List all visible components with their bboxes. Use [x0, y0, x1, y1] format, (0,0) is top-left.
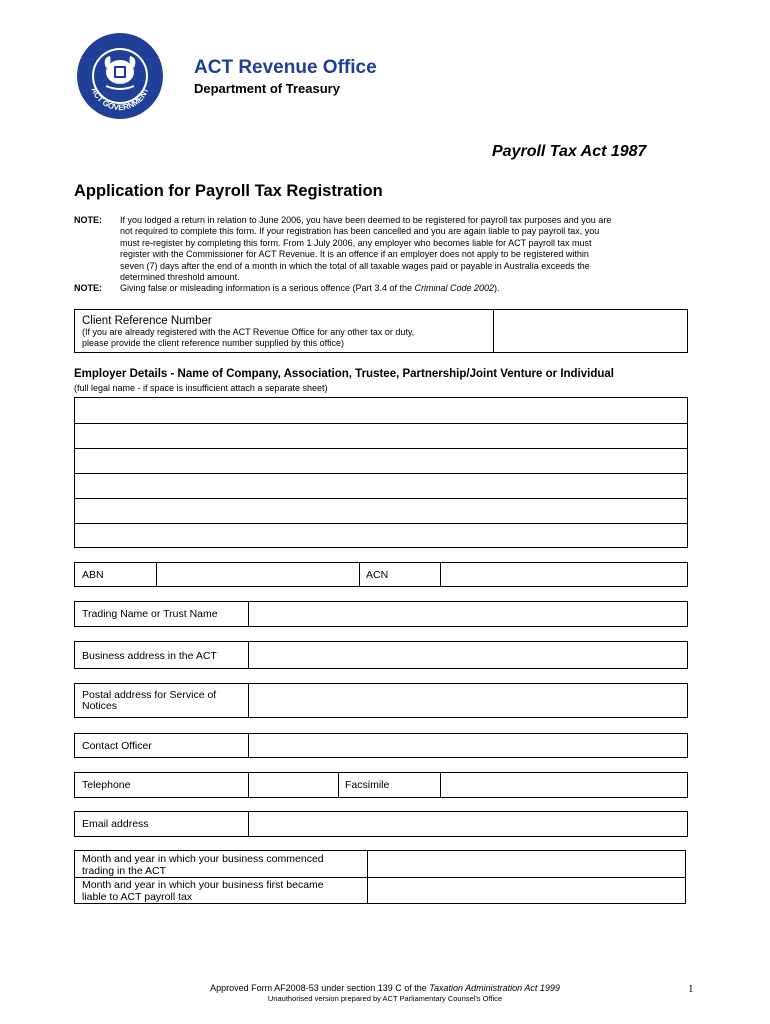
email-row [74, 811, 688, 837]
business-address-label: Business address in the ACT [82, 650, 217, 662]
trading-name-label: Trading Name or Trust Name [82, 608, 218, 620]
business-address-input[interactable] [249, 642, 687, 668]
note-line: seven (7) days after the end of a month in which the total of all taxable wages paid or payable in Australia exceeds the [120, 260, 590, 271]
acn-input[interactable] [441, 563, 687, 586]
employer-name-line[interactable] [75, 448, 687, 473]
note-label: NOTE: [74, 215, 102, 225]
contact-officer-label: Contact Officer [82, 740, 152, 752]
abn-acn-row [74, 562, 688, 587]
employer-name-box [74, 397, 688, 548]
form-title: Application for Payroll Tax Registration [74, 182, 383, 200]
postal-address-input[interactable] [249, 684, 687, 717]
employer-name-line[interactable] [75, 473, 687, 498]
contact-officer-input[interactable] [249, 734, 687, 757]
note-line: not required to complete this form. If your registration has been cancelled and you are again liable to pay payroll tax, you [120, 226, 600, 237]
contact-officer-row [74, 733, 688, 758]
org-subtitle: Department of Treasury [194, 81, 340, 96]
telephone-input[interactable] [249, 773, 338, 797]
note-text [120, 215, 687, 283]
postal-address-label: Postal address for Service of Notices [82, 689, 217, 712]
commenced-trading-label: Month and year in which your business commenced trading in the ACT [82, 853, 324, 877]
trading-name-input[interactable] [249, 602, 687, 626]
business-address-row [74, 641, 688, 669]
email-input[interactable] [249, 812, 687, 836]
page-number: 1 [688, 983, 694, 995]
crest-icon [76, 32, 164, 120]
unauthorised-version-footer: Unauthorised version prepared by ACT Parliamentary Counsel's Office [267, 994, 503, 1003]
client-reference-label: Client Reference Number [82, 315, 212, 327]
telephone-label: Telephone [82, 779, 131, 791]
telephone-fax-row [74, 772, 688, 798]
offence-note: Giving false or misleading information is a serious offence (Part 3.4 of the Criminal Code 2002). [120, 283, 500, 293]
abn-input[interactable] [157, 563, 359, 586]
abn-label: ABN [82, 569, 104, 581]
employer-name-line[interactable] [75, 498, 687, 523]
note-label: NOTE: [74, 283, 102, 293]
email-label: Email address [82, 818, 149, 830]
client-reference-input[interactable] [494, 310, 687, 352]
note-line: determined threshold amount. [120, 272, 240, 283]
facsimile-label: Facsimile [345, 779, 390, 791]
employer-details-subtitle: (full legal name - if space is insufficient attach a separate sheet) [74, 383, 328, 393]
acn-label: ACN [366, 569, 389, 581]
commenced-trading-input[interactable] [368, 851, 685, 877]
note-line: must re-register by completing this form. From 1 July 2006, any employer who becomes liable for ACT payroll tax must [120, 237, 592, 248]
employer-name-line[interactable] [75, 523, 687, 548]
client-reference-box [74, 309, 688, 353]
postal-address-row [74, 683, 688, 718]
employer-name-line[interactable] [75, 423, 687, 448]
employer-name-line[interactable] [75, 398, 687, 423]
act-title: Payroll Tax Act 1987 [492, 143, 647, 160]
approved-form-footer: Approved Form AF2008-53 under section 139 C of the Taxation Administration Act 1999 [210, 983, 560, 993]
trading-name-row [74, 601, 688, 627]
facsimile-input[interactable] [441, 773, 687, 797]
org-title: ACT Revenue Office [194, 57, 377, 78]
svg-text:ACT GOVERNMENT: ACT GOVERNMENT [89, 86, 151, 113]
client-reference-instructions: (If you are already registered with the ACT Revenue Office for any other tax or duty, please provide the client reference number supplied by this office) [82, 327, 415, 348]
liable-payroll-tax-label: Month and year in which your business first became liable to ACT payroll tax [82, 879, 324, 903]
act-government-logo [76, 32, 164, 120]
note-line: register with the Commissioner for ACT Revenue. It is an offence if an employer does not apply to be registered within [120, 249, 589, 260]
liable-payroll-tax-input[interactable] [368, 878, 685, 903]
employer-details-title: Employer Details - Name of Company, Association, Trustee, Partnership/Joint Venture or Individual [74, 368, 614, 380]
note-line: If you lodged a return in relation to June 2006, you have been deemed to be registered for payroll tax purposes and you are [120, 215, 612, 225]
commencement-box [74, 850, 686, 904]
